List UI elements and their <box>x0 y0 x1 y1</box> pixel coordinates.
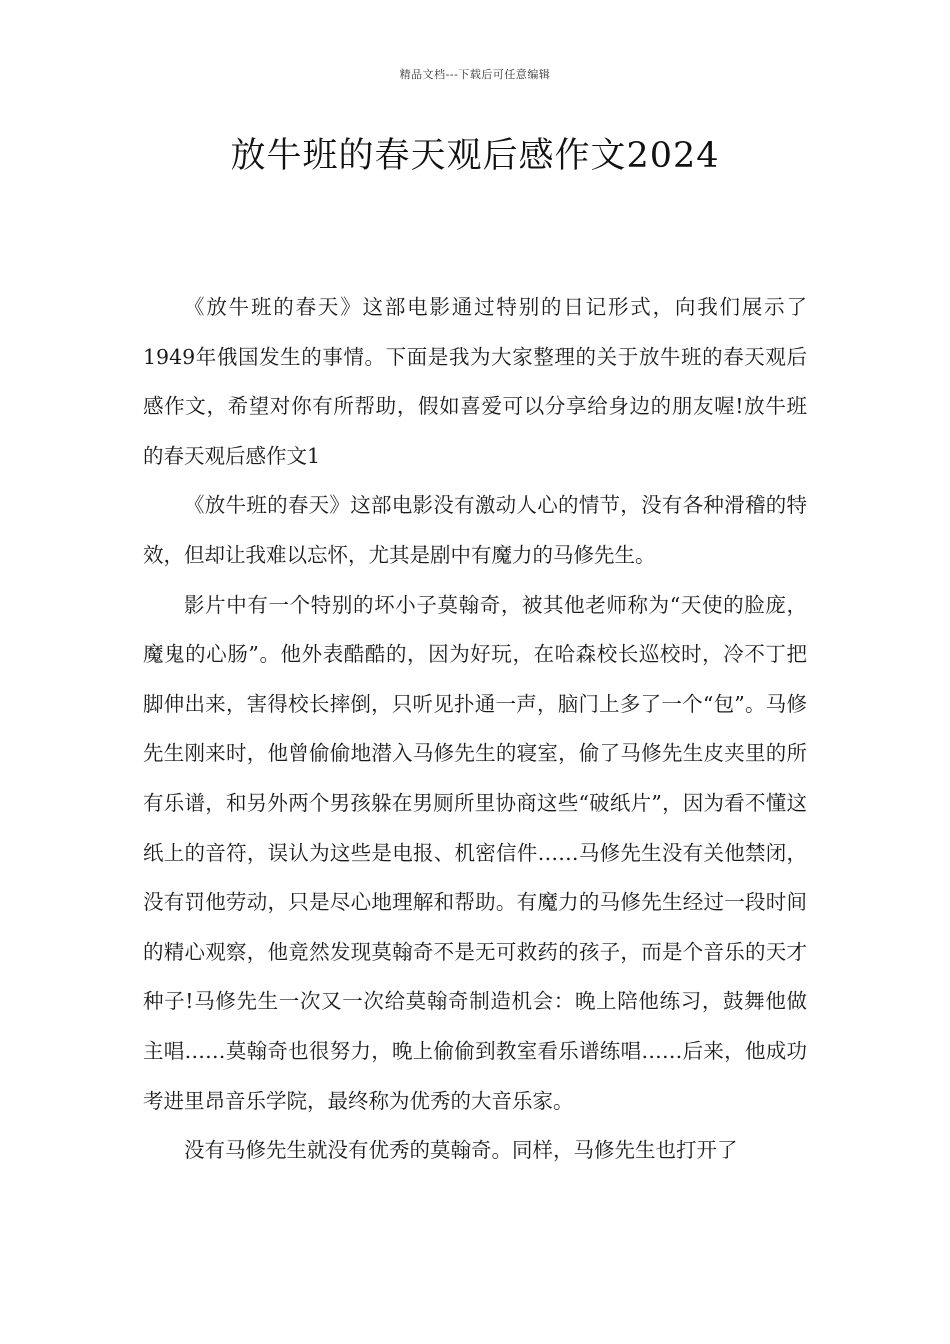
paragraph-intro: 《放牛班的春天》这部电影通过特别的日记形式，向我们展示了1949年俄国发生的事情。下面是我为大家整理的关于放牛班的春天观后感作文，希望对你有所帮助，假如喜爱可以分享给身边的朋友喔!放牛班的春天观后感作文1 <box>143 295 807 468</box>
document-body <box>143 283 807 1176</box>
document-header-watermark: 精品文档---下载后可任意编辑 <box>399 68 551 81</box>
paragraph-conclusion-start: 没有马修先生就没有优秀的莫翰奇。同样，马修先生也打开了 <box>184 1138 738 1163</box>
paragraph-story-mohange: 影片中有一个特别的坏小子莫翰奇，被其他老师称为“天使的脸庞，魔鬼的心肠”。他外表酷酷的，因为好玩，在哈森校长巡校时，冷不丁把脚伸出来，害得校长摔倒，只听见扑通一声，脑门上多了一个“包”。马修先生刚来时，他曾偷偷地潜入马修先生的寝室，偷了马修先生皮夹里的所有乐谱，和另外两个男孩躲在男厕所里协商这些“破纸片”，因为看不懂这纸上的音符，误认为这些是电报、机密信件……马修先生没有关他禁闭，没有罚他劳动，只是尽心地理解和帮助。有魔力的马修先生经过一段时间的精心观察，他竟然发现莫翰奇不是无可救药的孩子，而是个音乐的天才种子!马修先生一次又一次给莫翰奇制造机会：晚上陪他练习，鼓舞他做主唱……莫翰奇也很努力，晚上偷偷到教室看乐谱练唱……后来，他成功考进里昂音乐学院，最终称为优秀的大音乐家。 <box>143 592 807 1113</box>
paragraph-movie-impression: 《放牛班的春天》这部电影没有激动人心的情节，没有各种滑稽的特效，但却让我难以忘怀，尤其是剧中有魔力的马修先生。 <box>143 493 807 567</box>
document-title: 放牛班的春天观后感作文2024 <box>230 136 720 176</box>
